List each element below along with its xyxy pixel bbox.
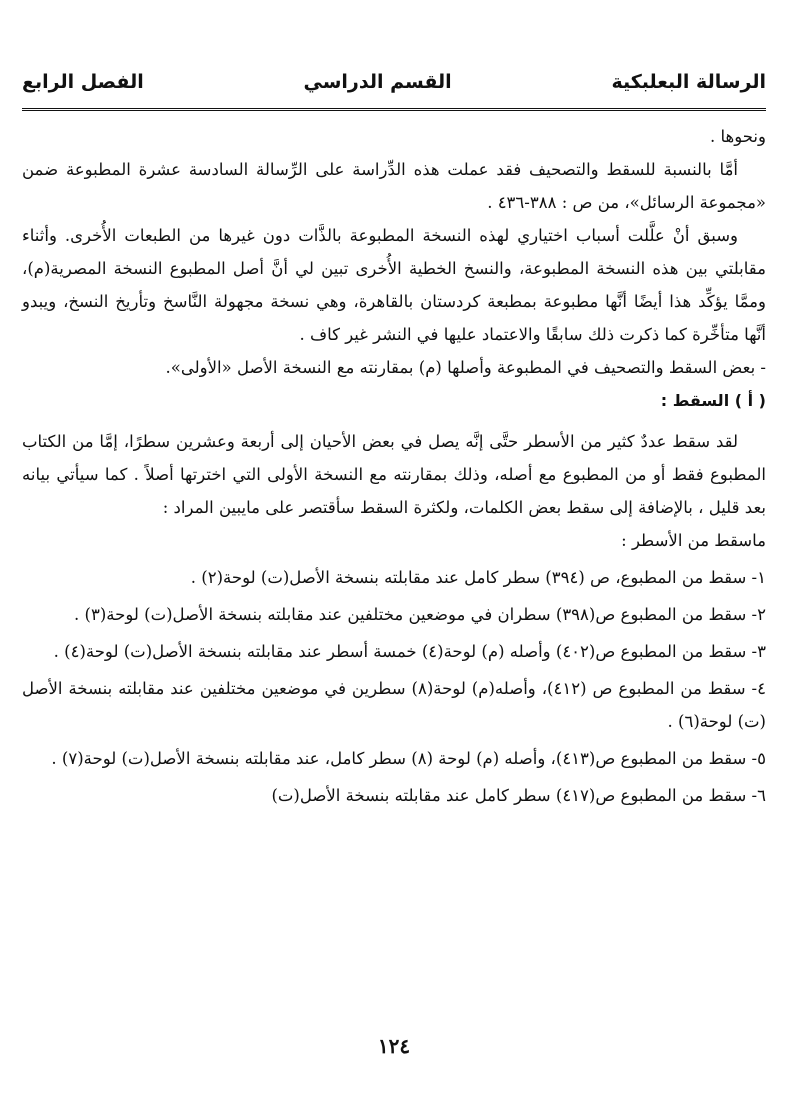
running-header [22, 62, 766, 102]
paragraph-saqt-intro: أمَّا بالنسبة للسقط والتصحيف فقد عملت هذه الدِّراسة على الرِّسالة السادسة عشرة المطبوعة ضمن «مجموعة الرسائل»، من ص : ٣٨٨-٤٣٦ . [22, 160, 766, 212]
book-title: الرسالة البعلبكية [611, 71, 766, 93]
header-rule [22, 108, 766, 111]
page-number: ١٢٤ [377, 1034, 411, 1058]
paragraph-closing: ونحوها . [710, 127, 766, 146]
paragraph-lines-dropped: ماسقط من الأسطر : [621, 531, 766, 550]
chapter-title: الفصل الرابع [22, 71, 144, 93]
list-item: ٣- سقط من المطبوع ص(٤٠٢) وأصله (م) لوحة(٤) خمسة أسطر عند مقابلته بنسخة الأصل(ت) لوحة(٤) . [53, 642, 766, 661]
section-heading-saqt: ( أ ) السقط : [660, 391, 766, 410]
paragraph-edition-choice: وسبق أنْ علَّلت أسباب اختياري لهذه النسخة المطبوعة بالذَّات دون غيرها من الطبعات الأُخرى. وأثناء مقابلتي بين هذه النسخة المطبوعة، والنسخ الخطية الأُخرى تبين لي أنَّ أصل المطبوع النسخة المصرية(م)، وممَّا يؤكِّد هذا أيضًا أنَّها مطبوعة بمطبعة كردستان بالقاهرة، وهي نسخة مجهولة النَّاسخ وتأريخ النسخ، ويبدو أنَّها متأخِّرة كما ذكرت ذلك سابقًا والاعتماد عليها في النشر غير كاف . [22, 226, 766, 344]
body-text [22, 120, 766, 812]
list-item: ٤- سقط من المطبوع ص (٤١٢)، وأصله(م) لوحة(٨) سطرين في موضعين مختلفين عند مقابلته بنسخة الأصل (ت) لوحة(٦) . [22, 679, 766, 731]
section-title: القسم الدراسي [303, 71, 452, 93]
paragraph-saqt-description: لقد سقط عددٌ كثير من الأسطر حتَّى إنَّه يصل في بعض الأحيان إلى أربعة وعشرين سطرًا، إمَّا من الكتاب المطبوع فقط أو من المطبوع مع أصله، وذلك بمقارنته مع النسخة الأولى التي اخترتها أصلاً . كما سيأتي بيانه بعد قليل ، بالإضافة إلى سقط بعض الكلمات، ولكثرة السقط سأقتصر على مايبين المراد : [22, 432, 766, 517]
list-item: ٦- سقط من المطبوع ص(٤١٧) سطر كامل عند مقابلته بنسخة الأصل(ت) [271, 786, 766, 805]
list-item: ٢- سقط من المطبوع ص(٣٩٨) سطران في موضعين مختلفين عند مقابلته بنسخة الأصل(ت) لوحة(٣) . [74, 605, 766, 624]
list-item: ٥- سقط من المطبوع ص(٤١٣)، وأصله (م) لوحة (٨) سطر كامل، عند مقابلته بنسخة الأصل(ت) لوحة(٧) . [51, 749, 766, 768]
list-item: ١- سقط من المطبوع، ص (٣٩٤) سطر كامل عند مقابلته بنسخة الأصل(ت) لوحة(٢) . [190, 568, 766, 587]
paragraph-comparison: - بعض السقط والتصحيف في المطبوعة وأصلها (م) بمقارنته مع النسخة الأصل «الأولى». [165, 358, 766, 377]
